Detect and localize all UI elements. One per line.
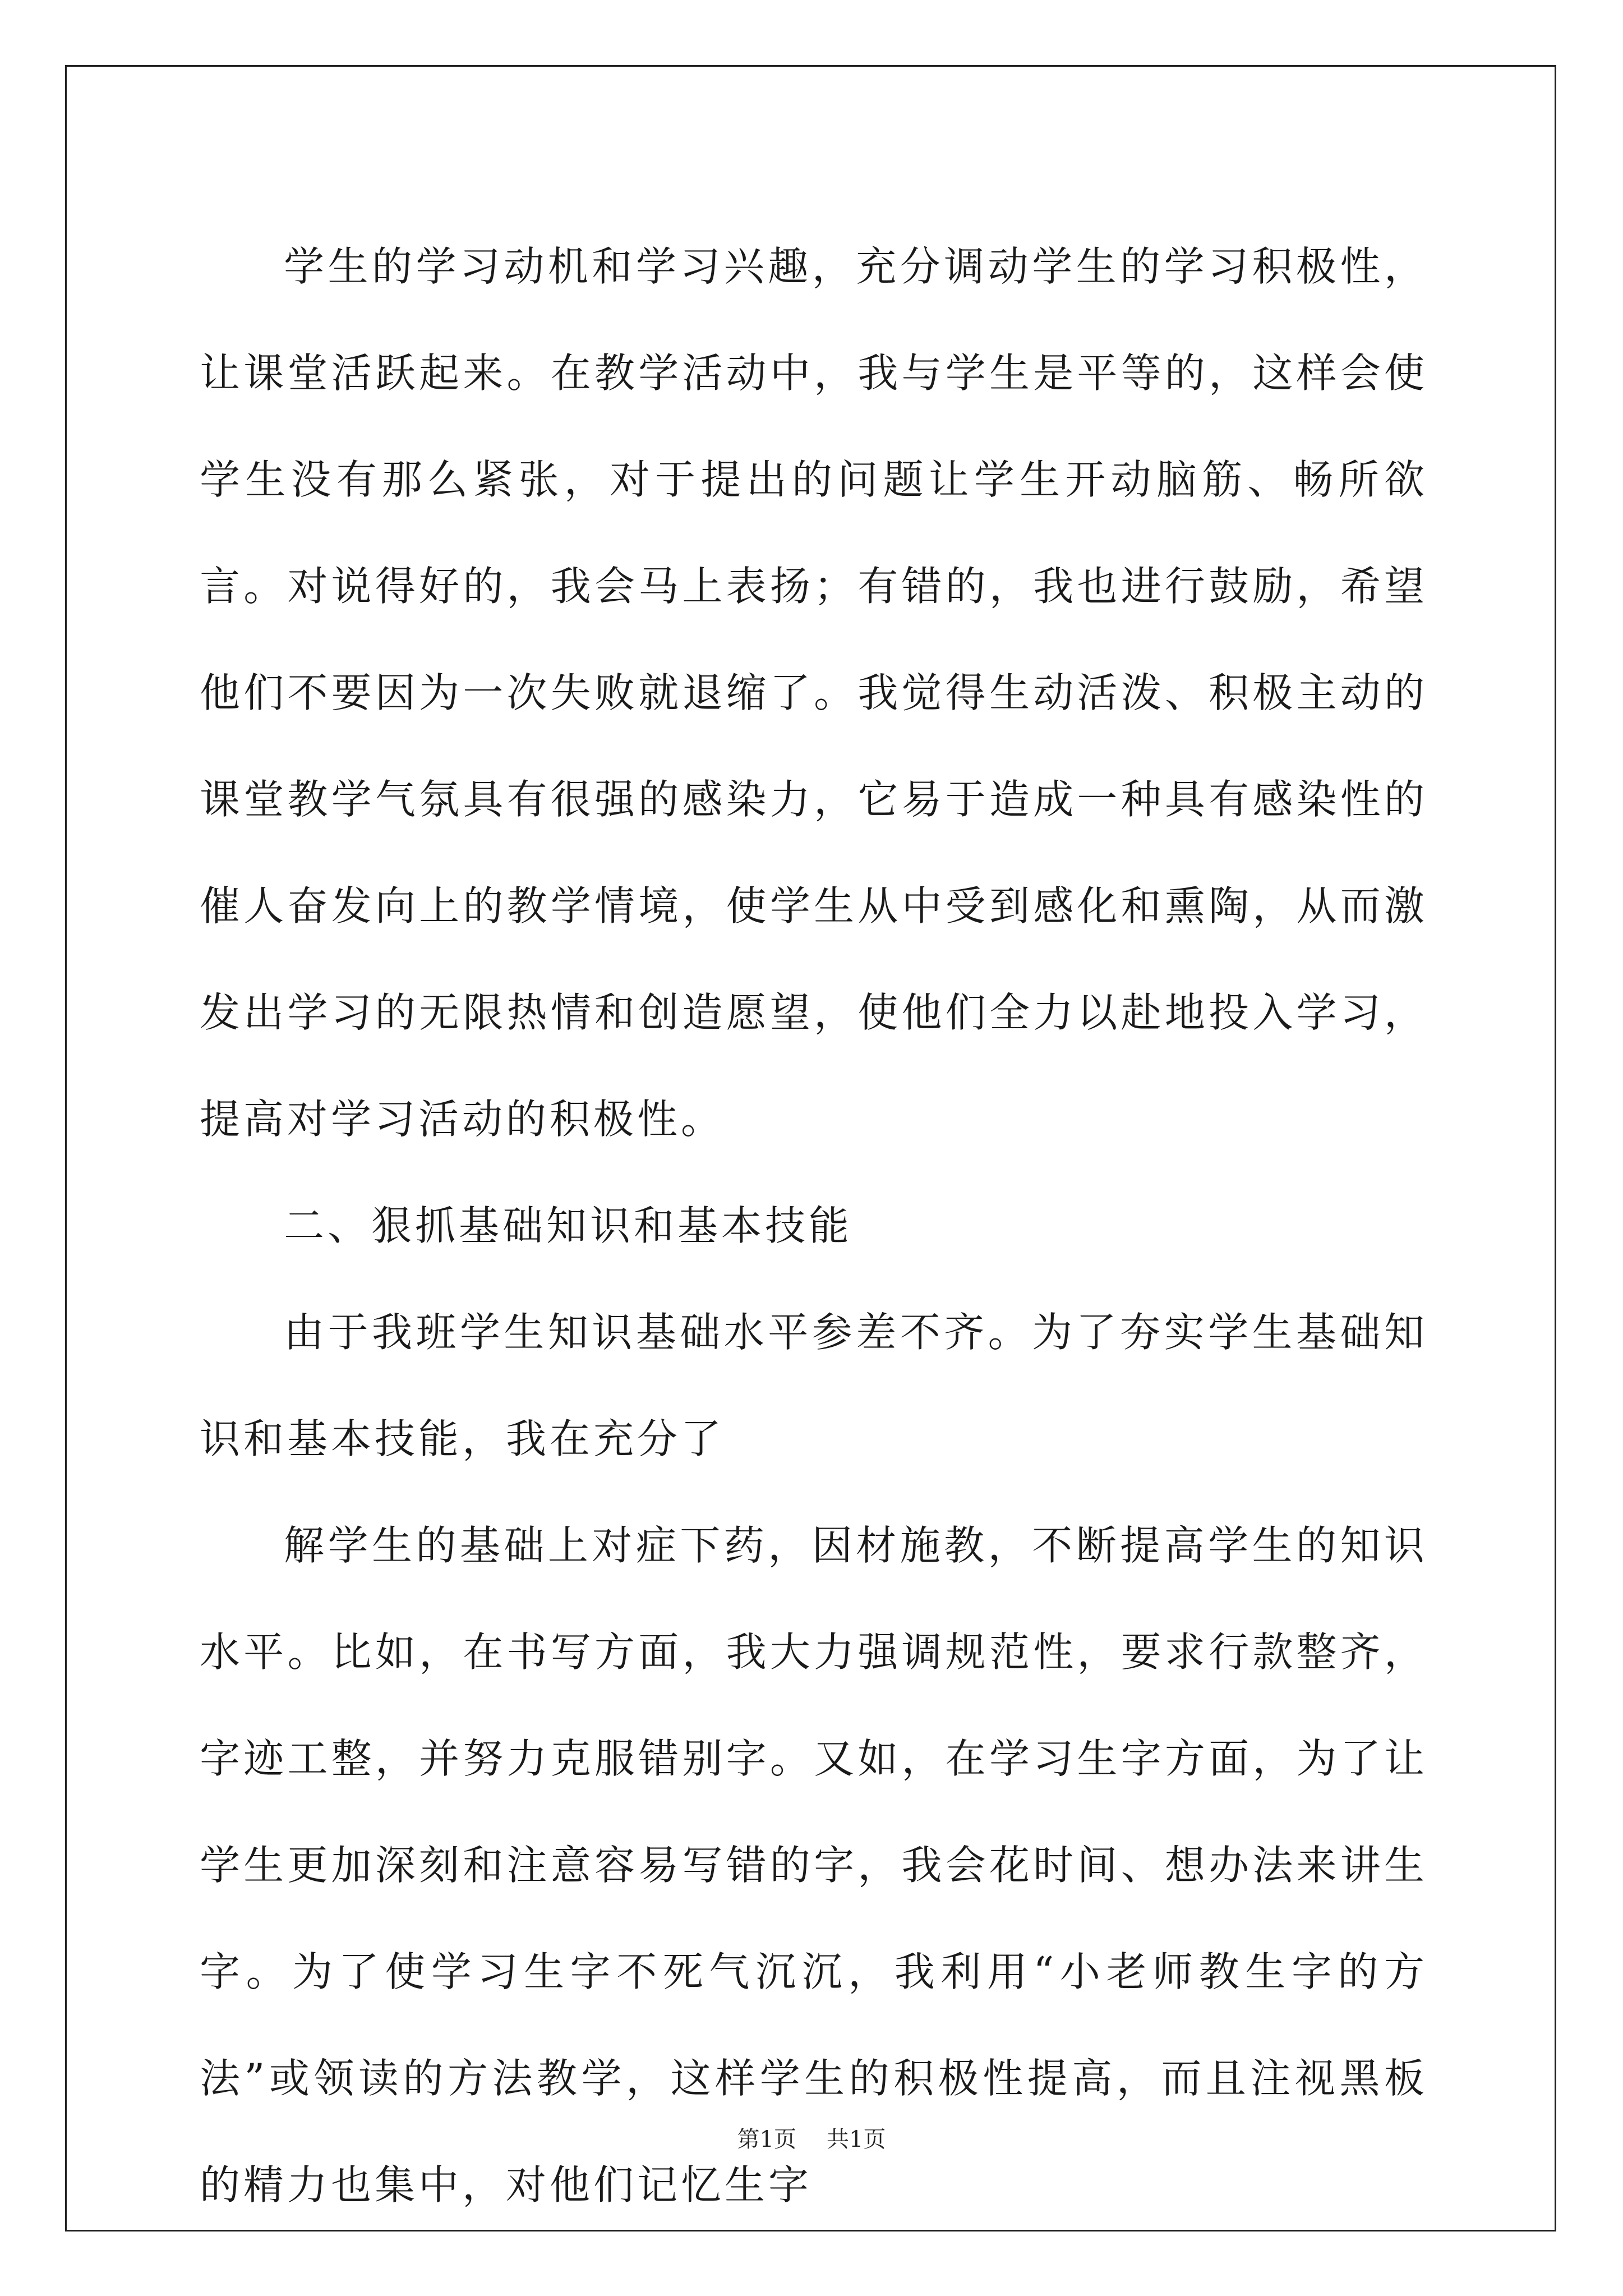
paragraph-3: 由于我班学生知识基础水平参差不齐。为了夯实学生基础知识和基本技能，我在充分了 <box>200 1309 1428 1462</box>
page-number-total: 共1页 <box>827 2127 886 2152</box>
paragraph-1: 学生的学习动机和学习兴趣，充分调动学生的学习积极性，让课堂活跃起来。在教学活动中，我与学生是平等的，这样会使学生没有那么紧张，对于提出的问题让学生开动脑筋、畅所欲言。对说得好的，我会马上表扬；有错的，我也进行鼓励，希望他们不要因为一次失败就退缩了。我觉得生动活泼、积极主动的课堂教学气氛具有很强的感染力，它易于造成一种具有感染性的催人奋发向上的教学情境，使学生从中受到感化和熏陶，从而激发出学习的无限热情和创造愿望，使他们全力以赴地投入学习，提高对学习活动的积极性。 <box>200 243 1428 1143</box>
page-number-current: 第1页 <box>737 2127 796 2152</box>
document-body <box>200 213 1428 2238</box>
page-footer <box>0 2124 1623 2155</box>
section-heading-2: 二、狠抓基础知识和基本技能 <box>284 1202 853 1249</box>
paragraph-4: 解学生的基础上对症下药，因材施教，不断提高学生的知识水平。比如，在书写方面，我大力强调规范性，要求行款整齐，字迹工整，并努力克服错别字。又如，在学习生字方面，为了让学生更加深刻和注意容易写错的字，我会花时间、想办法来讲生字。为了使学习生字不死气沉沉，我利用“小老师教生字的方法”或领读的方法教学，这样学生的积极性提高，而且注视黑板的精力也集中，对他们记忆生字 <box>200 1522 1428 2208</box>
